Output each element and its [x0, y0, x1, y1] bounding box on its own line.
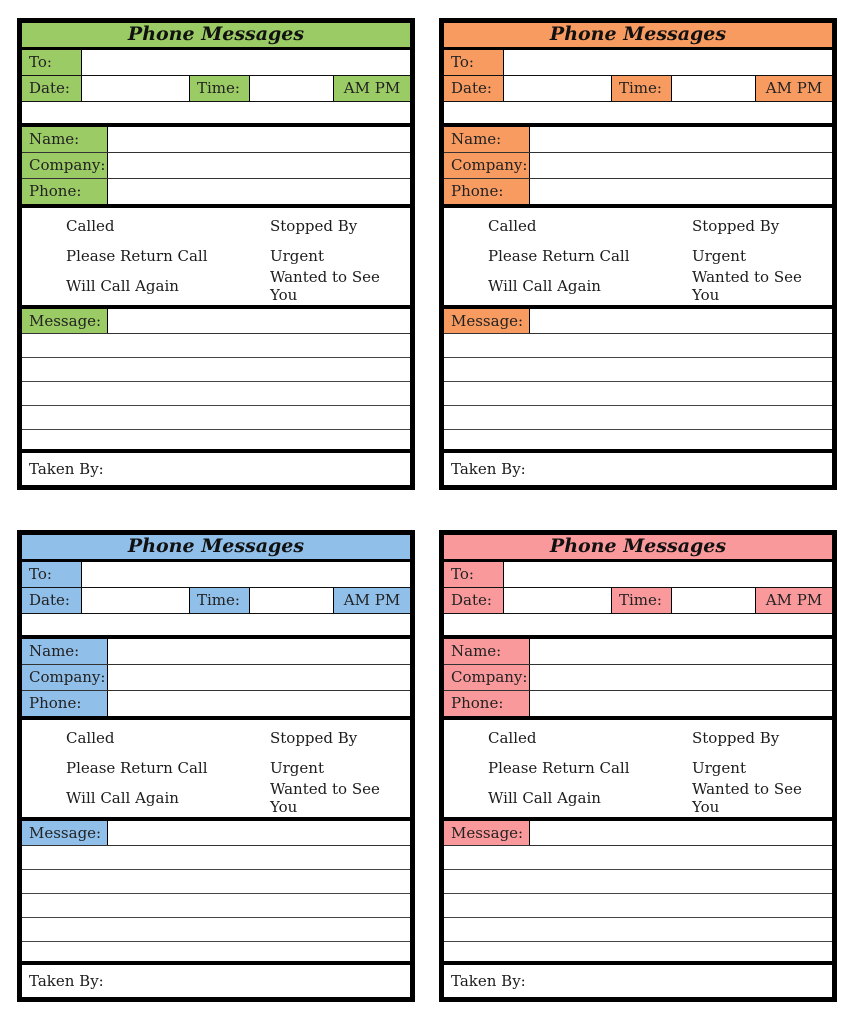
phone-label: Phone: [22, 179, 108, 204]
option-called[interactable]: Called [66, 729, 115, 747]
message-line[interactable] [22, 894, 410, 918]
name-row [444, 639, 832, 665]
option-please-return-call[interactable]: Please Return Call [488, 759, 630, 777]
option-urgent[interactable]: Urgent [692, 247, 746, 265]
company-field[interactable] [108, 153, 410, 178]
taken-by-row [22, 965, 410, 997]
phone-label: Phone: [444, 179, 530, 204]
option-urgent[interactable]: Urgent [270, 247, 324, 265]
option-row [22, 268, 410, 304]
to-field[interactable] [82, 562, 410, 587]
phone-label: Phone: [22, 691, 108, 716]
date-field[interactable] [504, 76, 612, 101]
option-will-call-again[interactable]: Will Call Again [488, 277, 601, 295]
to-label: To: [444, 50, 504, 75]
options-section [444, 208, 832, 309]
phone-row [444, 691, 832, 720]
spacer-row [444, 102, 832, 127]
taken-by-label: Taken By: [29, 460, 104, 478]
company-row [444, 665, 832, 691]
to-row [444, 50, 832, 76]
message-field[interactable] [108, 821, 410, 845]
to-label: To: [22, 562, 82, 587]
message-line[interactable] [444, 430, 832, 453]
option-will-call-again[interactable]: Will Call Again [66, 277, 179, 295]
option-row [22, 241, 410, 271]
message-line[interactable] [444, 358, 832, 382]
date-field[interactable] [82, 76, 190, 101]
time-label: Time: [612, 588, 672, 613]
date-field[interactable] [504, 588, 612, 613]
time-label: Time: [612, 76, 672, 101]
option-row [22, 780, 410, 816]
name-label: Name: [22, 127, 108, 152]
time-label: Time: [190, 588, 250, 613]
options-section [22, 208, 410, 309]
card-title: Phone Messages [22, 23, 410, 50]
phone-field[interactable] [108, 179, 410, 204]
message-line[interactable] [22, 870, 410, 894]
card-title: Phone Messages [22, 535, 410, 562]
taken-by-field[interactable] [526, 453, 832, 485]
option-row [444, 211, 832, 241]
am-pm-label: AM PM [756, 588, 832, 613]
time-field[interactable] [250, 588, 334, 613]
spacer-row [22, 614, 410, 639]
taken-by-row [444, 965, 832, 997]
company-field[interactable] [108, 665, 410, 690]
taken-by-label: Taken By: [29, 972, 104, 990]
name-row [444, 127, 832, 153]
card-title: Phone Messages [444, 535, 832, 562]
option-row [444, 780, 832, 816]
option-row [444, 268, 832, 304]
name-label: Name: [22, 639, 108, 664]
option-stopped-by[interactable]: Stopped By [270, 729, 358, 747]
name-field[interactable] [108, 127, 410, 152]
option-row [444, 241, 832, 271]
option-will-call-again[interactable]: Will Call Again [488, 789, 601, 807]
date-label: Date: [22, 588, 82, 613]
message-row [22, 309, 410, 334]
message-line[interactable] [22, 406, 410, 430]
option-stopped-by[interactable]: Stopped By [270, 217, 358, 235]
option-row [444, 723, 832, 753]
option-will-call-again[interactable]: Will Call Again [66, 789, 179, 807]
option-row [444, 753, 832, 783]
spacer-row [22, 102, 410, 127]
message-line[interactable] [444, 334, 832, 358]
taken-by-row [444, 453, 832, 485]
to-label: To: [444, 562, 504, 587]
company-label: Company: [22, 665, 108, 690]
name-field[interactable] [530, 127, 832, 152]
am-pm-label: AM PM [756, 76, 832, 101]
name-label: Name: [444, 127, 530, 152]
message-label: Message: [444, 821, 530, 845]
phone-row [22, 691, 410, 720]
taken-by-label: Taken By: [451, 460, 526, 478]
phone-label: Phone: [444, 691, 530, 716]
time-field[interactable] [672, 76, 756, 101]
date-time-row [22, 588, 410, 614]
taken-by-label: Taken By: [451, 972, 526, 990]
option-called[interactable]: Called [488, 217, 537, 235]
message-label: Message: [22, 309, 108, 333]
taken-by-field[interactable] [104, 965, 410, 997]
date-label: Date: [444, 76, 504, 101]
message-line[interactable] [22, 382, 410, 406]
date-label: Date: [22, 76, 82, 101]
to-field[interactable] [82, 50, 410, 75]
company-row [22, 153, 410, 179]
phone-field[interactable] [108, 691, 410, 716]
message-line[interactable] [444, 846, 832, 870]
name-row [22, 639, 410, 665]
option-stopped-by[interactable]: Stopped By [692, 729, 780, 747]
to-row [444, 562, 832, 588]
option-please-return-call[interactable]: Please Return Call [66, 247, 208, 265]
am-pm-label: AM PM [334, 588, 410, 613]
phone-row [22, 179, 410, 208]
company-label: Company: [444, 153, 530, 178]
message-line[interactable] [444, 870, 832, 894]
to-field[interactable] [504, 50, 832, 75]
option-row [22, 723, 410, 753]
am-pm-label: AM PM [334, 76, 410, 101]
to-row [22, 50, 410, 76]
option-wanted-to-see-you[interactable]: Wanted to See You [270, 780, 380, 816]
option-wanted-to-see-you[interactable]: Wanted to See You [270, 268, 380, 304]
message-row [444, 309, 832, 334]
phone-message-card-orange [439, 18, 837, 490]
option-called[interactable]: Called [66, 217, 115, 235]
date-field[interactable] [82, 588, 190, 613]
option-row [22, 753, 410, 783]
option-please-return-call[interactable]: Please Return Call [488, 247, 630, 265]
message-field[interactable] [530, 309, 832, 333]
message-line[interactable] [22, 918, 410, 942]
message-line[interactable] [22, 942, 410, 965]
message-line[interactable] [444, 406, 832, 430]
message-field[interactable] [108, 309, 410, 333]
message-line[interactable] [22, 334, 410, 358]
message-line[interactable] [22, 358, 410, 382]
company-field[interactable] [530, 665, 832, 690]
name-field[interactable] [530, 639, 832, 664]
taken-by-field[interactable] [526, 965, 832, 997]
option-wanted-to-see-you[interactable]: Wanted to See You [692, 780, 802, 816]
name-field[interactable] [108, 639, 410, 664]
to-row [22, 562, 410, 588]
date-time-row [22, 76, 410, 102]
options-section [22, 720, 410, 821]
phone-field[interactable] [530, 179, 832, 204]
date-label: Date: [444, 588, 504, 613]
name-label: Name: [444, 639, 530, 664]
to-field[interactable] [504, 562, 832, 587]
taken-by-field[interactable] [104, 453, 410, 485]
option-urgent[interactable]: Urgent [692, 759, 746, 777]
name-row [22, 127, 410, 153]
message-field[interactable] [530, 821, 832, 845]
taken-by-row [22, 453, 410, 485]
message-line[interactable] [22, 846, 410, 870]
option-called[interactable]: Called [488, 729, 537, 747]
time-field[interactable] [250, 76, 334, 101]
to-label: To: [22, 50, 82, 75]
option-row [22, 211, 410, 241]
phone-row [444, 179, 832, 208]
message-label: Message: [22, 821, 108, 845]
message-line[interactable] [444, 918, 832, 942]
message-line[interactable] [444, 894, 832, 918]
company-row [444, 153, 832, 179]
company-row [22, 665, 410, 691]
message-label: Message: [444, 309, 530, 333]
message-row [444, 821, 832, 846]
phone-field[interactable] [530, 691, 832, 716]
message-line[interactable] [444, 382, 832, 406]
message-row [22, 821, 410, 846]
phone-message-card-blue [17, 530, 415, 1002]
time-label: Time: [190, 76, 250, 101]
message-line[interactable] [22, 430, 410, 453]
company-label: Company: [444, 665, 530, 690]
company-label: Company: [22, 153, 108, 178]
company-field[interactable] [530, 153, 832, 178]
phone-message-card-pink [439, 530, 837, 1002]
card-title: Phone Messages [444, 23, 832, 50]
option-urgent[interactable]: Urgent [270, 759, 324, 777]
options-section [444, 720, 832, 821]
time-field[interactable] [672, 588, 756, 613]
option-stopped-by[interactable]: Stopped By [692, 217, 780, 235]
date-time-row [444, 76, 832, 102]
message-line[interactable] [444, 942, 832, 965]
option-please-return-call[interactable]: Please Return Call [66, 759, 208, 777]
spacer-row [444, 614, 832, 639]
date-time-row [444, 588, 832, 614]
option-wanted-to-see-you[interactable]: Wanted to See You [692, 268, 802, 304]
phone-message-card-green [17, 18, 415, 490]
